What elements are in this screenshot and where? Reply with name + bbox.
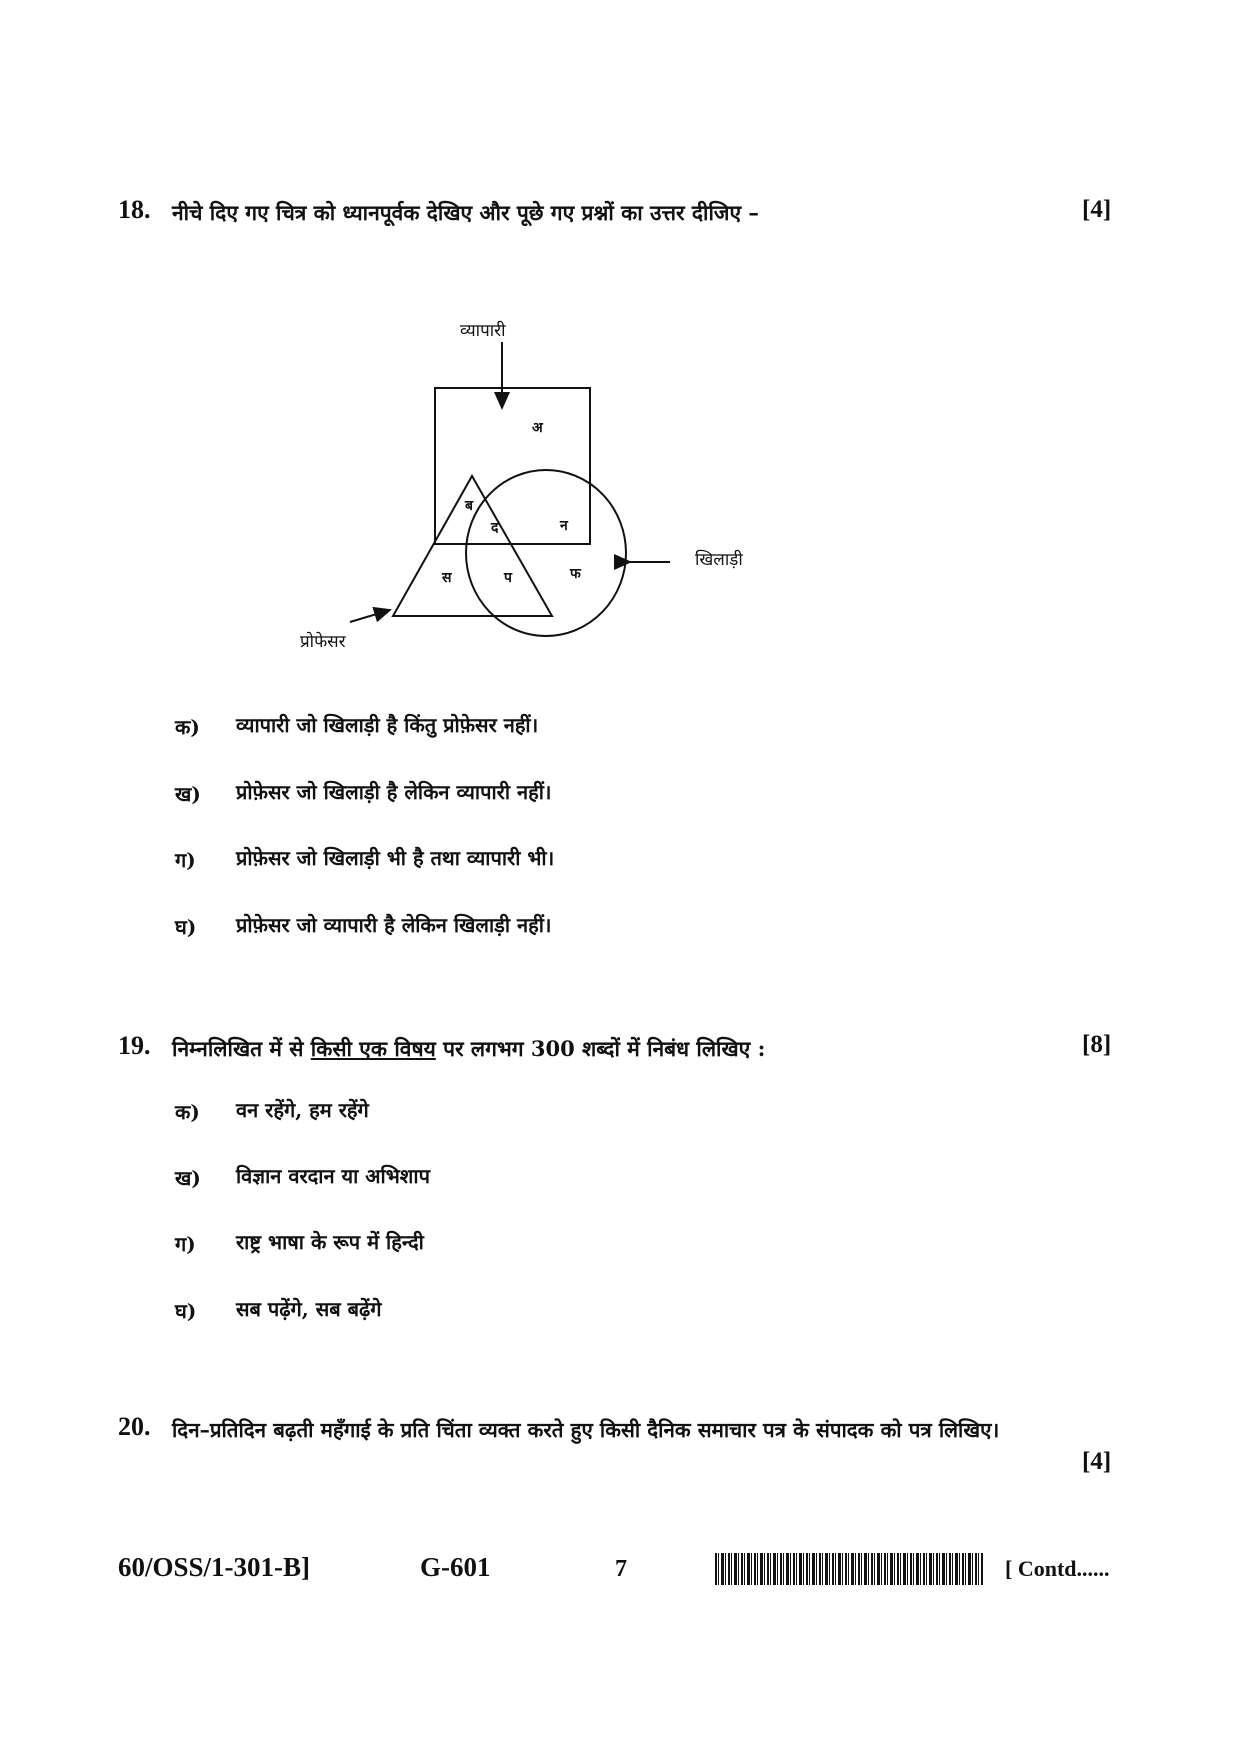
q18-option-label: घ) [175,915,197,939]
q18-option-text: प्रोफ़ेसर जो खिलाड़ी है लेकिन व्यापारी नहीं। [236,780,552,804]
footer-contd: [ Contd...... [1005,1556,1110,1581]
khiladi-circle [466,470,626,636]
region-d: द [491,520,499,536]
region-f: फ [570,566,581,582]
q19-option-label: घ) [175,1299,197,1323]
q18-option-text: प्रोफ़ेसर जो व्यापारी है लेकिन खिलाड़ी नहीं। [236,913,552,937]
q19-option-label: क) [175,1100,200,1124]
q18-number: 18. [118,195,151,224]
region-a: अ [532,420,543,436]
q19-marks: [8] [1082,1031,1112,1058]
q18-option-label: ख) [175,782,201,806]
venn-diagram [280,300,800,660]
q19-option-label: ख) [175,1166,201,1190]
q19-text [172,1035,765,1063]
label-professor: प्रोफेसर [300,632,346,652]
q19-text-post: पर लगभग 300 शब्दों में निबंध लिखिए : [435,1036,766,1061]
q18-marks: [4] [1082,196,1112,223]
q18-option-text: व्यापारी जो खिलाड़ी है किंतु प्रोफ़ेसर नहीं। [236,713,539,737]
region-s: स [442,570,452,586]
footer-page-number: 7 [615,1556,627,1582]
q19-option-text: राष्ट्र भाषा के रूप में हिन्दी [236,1230,424,1254]
footer-series: G-601 [420,1552,491,1582]
q18-option-label: ग) [175,848,196,872]
footer-code: 60/OSS/1-301-B] [118,1552,311,1582]
q19-option-text: वन रहेंगे, हम रहेंगे [236,1098,369,1122]
q20-number: 20. [118,1412,151,1441]
region-p: प [504,570,512,586]
q20-marks: [4] [1082,1448,1112,1475]
region-b: ब [465,498,473,514]
q19-text-pre: निम्नलिखित में से [172,1036,311,1061]
label-khiladi: खिलाड़ी [695,550,743,570]
q19-text-underlined: किसी एक विषय [310,1036,436,1061]
q18-option-text: प्रोफ़ेसर जो खिलाड़ी भी है तथा व्यापारी भी। [236,846,555,870]
arrow-professor [350,610,390,622]
professor-triangle [393,476,552,616]
q19-number: 19. [118,1031,151,1060]
q19-option-label: ग) [175,1232,196,1256]
q19-option-text: सब पढ़ेंगे, सब बढ़ेंगे [236,1297,382,1321]
q18-option-label: क) [175,715,200,739]
label-vyapari: व्यापारी [460,321,506,341]
q20-text: दिन–प्रतिदिन बढ़ती महँगाई के प्रति चिंता व्यक्त करते हुए किसी दैनिक समाचार पत्र के संपादक को पत्र लिखिए। [172,1418,1000,1442]
region-n: न [560,518,568,534]
q19-option-text: विज्ञान वरदान या अभिशाप [236,1164,430,1188]
barcode [715,1553,983,1585]
q18-text: नीचे दिए गए चित्र को ध्यानपूर्वक देखिए और पूछे गए प्रश्नों का उत्तर दीजिए – [172,200,759,225]
